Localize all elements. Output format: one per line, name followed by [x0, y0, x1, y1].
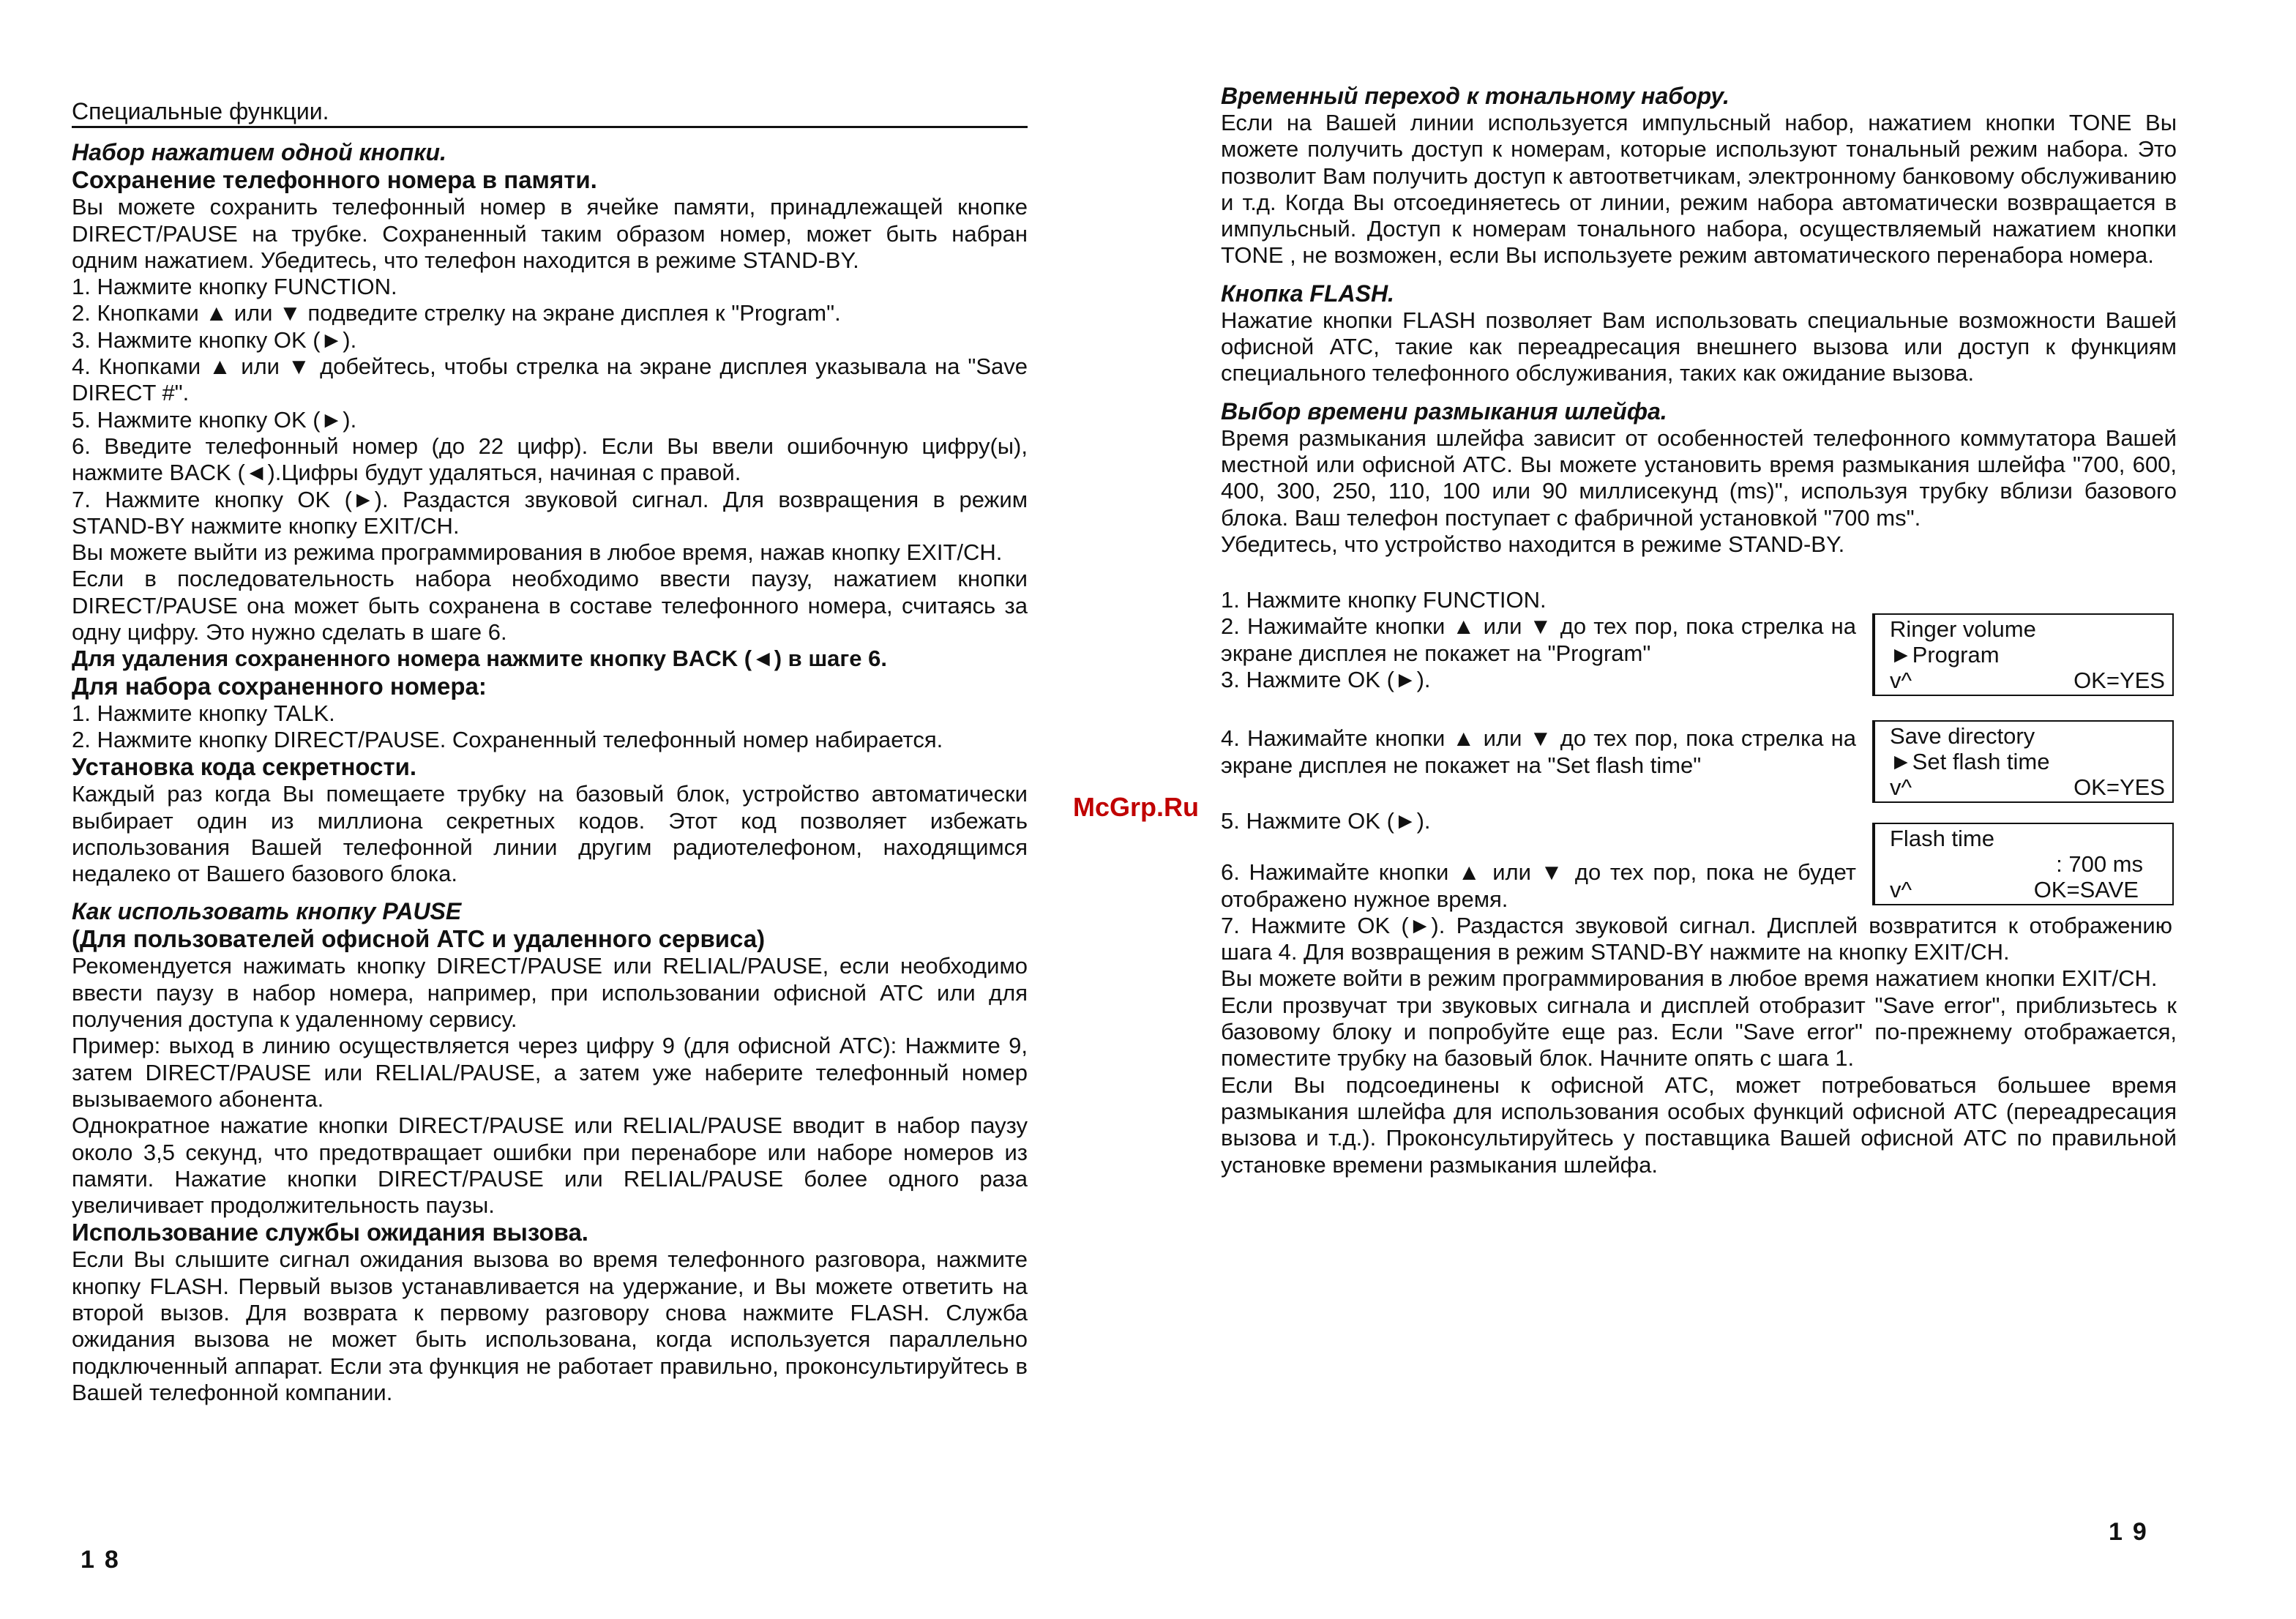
save-number-heading: Сохранение телефонного номера в памяти.	[72, 166, 597, 194]
section-one-touch-heading: Набор нажатием одной кнопки.	[72, 139, 446, 166]
page-18-column	[72, 98, 1028, 1406]
lcd-line: Flash time	[1890, 826, 1994, 852]
flash-text: Нажатие кнопки FLASH позволяет Вам использовать специальные возможности Вашей офисной АТС, такие как переадресация внешнего вызова или доступ к функциям специального телефонного обслуживания, таких как ожидание вызова.	[1221, 307, 2177, 386]
page-number: 18	[81, 1546, 129, 1574]
lcd-ok-label: OK=YES	[2073, 774, 2165, 801]
delete-number-note: Для удаления сохраненного номера нажмите кнопку BACK (◄) в шаге 6.	[72, 646, 888, 672]
page-19-column	[1221, 82, 2177, 1178]
security-code-heading: Установка кода секретности.	[72, 753, 417, 781]
flash-heading: Кнопка FLASH.	[1221, 280, 1394, 307]
pause-section-subheading: (Для пользователей офисной АТС и удаленного сервиса)	[72, 925, 766, 953]
flash-step: 3. Нажмите OK (►).	[1221, 667, 1431, 693]
lcd-display-flash-time	[1872, 823, 2174, 905]
lcd-display-program	[1872, 613, 2174, 696]
flash-step: 7. Нажмите OK (►). Раздастся звуковой сигнал. Дисплей возвратится к отображению шага 4. Для возвращения в режим STAND-BY нажмите на кнопку EXIT/CH.	[1221, 912, 2172, 965]
watermark-text: McGrp.Ru	[1073, 792, 1200, 822]
pause-text: Пример: выход в линию осуществляется через цифру 9 (для офисной АТС): Нажмите 9, затем DIRECT/PAUSE или RELIAL/PAUSE, а затем уже наберите телефонный номер вызываемого абонента.	[72, 1033, 1028, 1112]
lcd-nav-arrows: v^	[1890, 877, 1912, 903]
call-waiting-text: Если Вы слышите сигнал ожидания вызова во время телефонного разговора, нажмите кнопку FLASH. Первый вызов устанавливается на удержание, и Вы можете ответить на второй вызов. Для возврата к первому разговору снова нажмите FLASH. Служба ожидания вызова не может быть использована, когда используется параллельно подключенный аппарат. Если эта функция не работает правильно, проконсультируйтесь в Вашей телефонной компании.	[72, 1246, 1028, 1405]
save-step: 2. Кнопками ▲ или ▼ подведите стрелку на экране дисплея к "Program".	[72, 300, 841, 326]
flash-step: 6. Нажимайте кнопки ▲ или ▼ до тех пор, пока не будет отображено нужное время.	[1221, 859, 1856, 912]
lcd-nav-arrows: v^	[1890, 774, 1912, 801]
lcd-flash-time-value: : 700 ms	[2056, 851, 2143, 878]
pause-in-number-note: Если в последовательность набора необходимо ввести паузу, нажатием кнопки DIRECT/PAUSE она может быть сохранена в составе телефонного номера, считаясь за одну цифру. Это нужно сделать в шаге 6.	[72, 566, 1028, 646]
pause-text: Рекомендуется нажимать кнопку DIRECT/PAUSE или RELIAL/PAUSE, если необходимо ввести паузу в набор номера, например, при использовании офисной АТС или для получения доступа к удаленному сервису.	[72, 953, 1028, 1033]
loop-time-text: Время размыкания шлейфа зависит от особенностей телефонного коммутатора Вашей местной или офисной АТС. Вы можете установить время размыкания шлейфа "700, 600, 400, 300, 250, 110, 100 или 90 миллисекунд (ms)", используя трубку вблизи базового блока. Ваш телефон поступает с фабричной установкой "700 ms".	[1221, 425, 2177, 531]
dial-stored-heading: Для набора сохраненного номера:	[72, 672, 487, 700]
dial-step: 2. Нажмите кнопку DIRECT/PAUSE. Сохраненный телефонный номер набирается.	[72, 726, 943, 752]
save-number-intro: Вы можете сохранить телефонный номер в ячейке памяти, принадлежащей кнопке DIRECT/PAUSE на трубке. Сохраненный таким образом номер, может быть набран одним нажатием. Убедитесь, что телефон находится в режиме STAND-BY.	[72, 194, 1028, 273]
tone-text: Если на Вашей линии используется импульсный набор, нажатием кнопки TONE Вы можете получить доступ к номерам, которые используют тональный режим набора. Это позволит Вам получить доступ к автоответчикам, электронному банковому обслуживанию и т.д. Когда Вы отсоединяетесь от линии, режим набора автоматически возвращается в импульсный. Доступ к номерам тонального набора, осуществляемый нажатием кнопки TONE , не возможен, если Вы используете режим автоматического перенабора номера.	[1221, 110, 2177, 269]
lcd-ok-label: OK=SAVE	[2033, 877, 2139, 903]
loop-time-heading: Выбор времени размыкания шлейфа.	[1221, 397, 1667, 425]
security-code-text: Каждый раз когда Вы помещаете трубку на базовый блок, устройство автоматически выбирает один из миллиона секретных кодов. Этот код позволяет избежать использования Вашей телефонной линии другим радиотелефоном, находящимся недалеко от Вашего базового блока.	[72, 781, 1028, 887]
lcd-line-selected: ►Set flash time	[1890, 749, 2050, 775]
program-note: Вы можете войти в режим программирования в любое время нажатием кнопки EXIT/CH.	[1221, 965, 2158, 992]
lcd-line: Ringer volume	[1890, 616, 2036, 643]
flash-step: 1. Нажмите кнопку FUNCTION.	[1221, 587, 1547, 613]
lcd-nav-arrows: v^	[1890, 668, 1912, 694]
flash-time-steps	[1221, 587, 2177, 965]
save-step: 5. Нажмите кнопку OK (►).	[72, 406, 357, 433]
flash-step: 2. Нажимайте кнопки ▲ или ▼ до тех пор, пока стрелка на экране дисплея не покажет на "Program"	[1221, 613, 1856, 666]
standby-note: Убедитесь, что устройство находится в режиме STAND-BY.	[1221, 531, 1845, 557]
pbx-note: Если Вы подсоединены к офисной АТС, может потребоваться большее время размыкания шлейфа для использования особых функций офисной АТС (переадресация вызова и т.д.). Проконсультируйтесь у поставщика Вашей офисной АТС по правильной установке времени размыкания шлейфа.	[1221, 1072, 2177, 1178]
tone-heading: Временный переход к тональному набору.	[1221, 83, 1730, 109]
flash-step: 4. Нажимайте кнопки ▲ или ▼ до тех пор, пока стрелка на экране дисплея не покажет на "Set flash time"	[1221, 725, 1856, 778]
lcd-display-set-flash-time	[1872, 720, 2174, 803]
flash-step: 5. Нажмите OK (►).	[1221, 807, 1431, 834]
save-step: 7. Нажмите кнопку OK (►). Раздастся звуковой сигнал. Для возвращения в режим STAND-BY нажмите кнопку EXIT/CH.	[72, 486, 1028, 539]
lcd-ok-label: OK=YES	[2073, 668, 2165, 694]
save-step: 4. Кнопками ▲ или ▼ добейтесь, чтобы стрелка на экране дисплея указывала на "Save DIRECT #".	[72, 354, 1028, 406]
save-step: 1. Нажмите кнопку FUNCTION.	[72, 274, 397, 300]
page-header: Специальные функции.	[72, 98, 1028, 128]
lcd-line: Save directory	[1890, 723, 2035, 749]
pause-text: Однократное нажатие кнопки DIRECT/PAUSE или RELIAL/PAUSE вводит в набор паузу около 3,5 секунд, что предотвращает ошибки при перенаборе или наборе номеров из памяти. Нажатие кнопки DIRECT/PAUSE или RELIAL/PAUSE более одного раза увеличивает продолжительность паузы.	[72, 1113, 1028, 1219]
save-step: 3. Нажмите кнопку OK (►).	[72, 326, 357, 353]
page-number: 19	[2109, 1518, 2157, 1546]
save-error-note: Если прозвучат три звуковых сигнала и дисплей отобразит "Save error", приблизьтесь к базовому блоку и попробуйте еще раз. Если "Save error" по-прежнему отображается, поместите трубку на базовый блок. Начните опять с шага 1.	[1221, 992, 2177, 1072]
exit-note: Вы можете выйти из режима программирования в любое время, нажав кнопку EXIT/CH.	[72, 539, 1003, 566]
manual-page-19	[1148, 0, 2296, 1619]
dial-step: 1. Нажмите кнопку TALK.	[72, 700, 335, 726]
pause-section-heading: Как использовать кнопку PAUSE	[72, 898, 462, 925]
call-waiting-heading: Использование службы ожидания вызова.	[72, 1219, 588, 1246]
lcd-line-selected: ►Program	[1890, 642, 2000, 668]
save-step: 6. Введите телефонный номер (до 22 цифр). Если Вы ввели ошибочную цифру(ы), нажмите BACK (◄).Цифры будут удаляться, начиная с правой.	[72, 433, 1028, 486]
